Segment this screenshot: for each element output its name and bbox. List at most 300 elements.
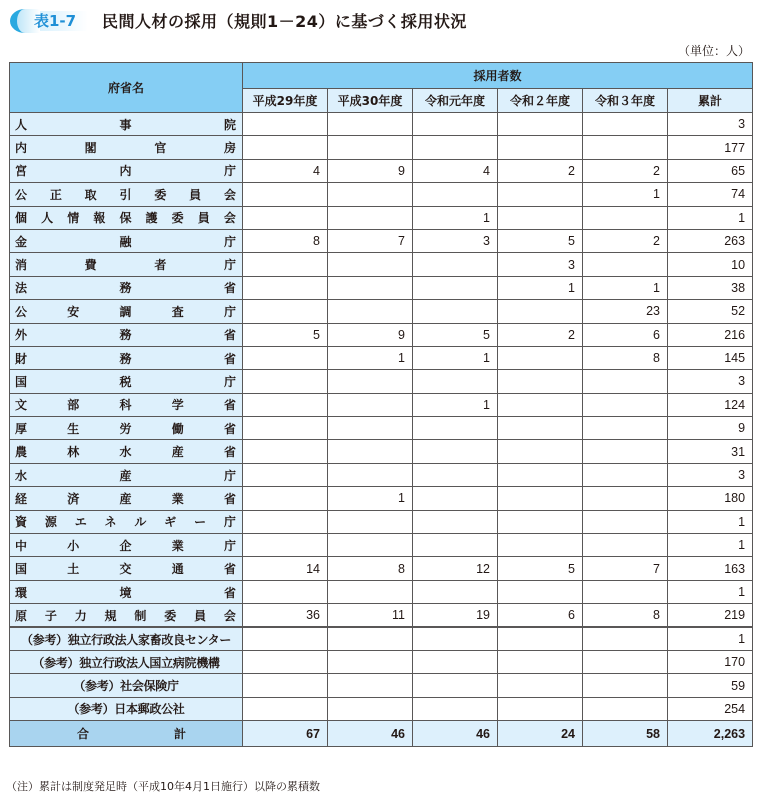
name-char: 務 xyxy=(119,328,132,343)
ministry-name xyxy=(15,607,236,624)
table-row xyxy=(10,557,753,580)
table-row xyxy=(10,393,753,416)
ministry-name xyxy=(15,537,236,554)
value-cell: 9 xyxy=(328,323,413,346)
ministry-name-cell xyxy=(10,487,243,510)
name-char: 農 xyxy=(15,445,28,460)
value-cell: 8 xyxy=(583,604,668,627)
name-char: 委 xyxy=(171,211,184,226)
value-cell xyxy=(328,674,413,697)
value-cell xyxy=(498,463,583,486)
column-header: 令和元年度 xyxy=(413,89,498,113)
name-char: 庁 xyxy=(223,468,236,483)
value-cell xyxy=(243,393,328,416)
ministry-name xyxy=(15,139,236,156)
table-row xyxy=(10,417,753,440)
column-header: 令和２年度 xyxy=(498,89,583,113)
ministry-name xyxy=(15,420,236,437)
table-row xyxy=(10,534,753,557)
value-cell xyxy=(243,440,328,463)
value-cell: 46 xyxy=(413,721,498,747)
ministry-name xyxy=(15,186,236,203)
name-char: 省 xyxy=(223,562,236,577)
name-char: 委 xyxy=(154,187,167,202)
cumulative-cell: 2,263 xyxy=(668,721,753,747)
cumulative-cell: 65 xyxy=(668,159,753,182)
value-cell xyxy=(583,674,668,697)
value-cell xyxy=(243,206,328,229)
value-cell xyxy=(413,510,498,533)
name-char: 法 xyxy=(15,281,28,296)
name-char: 国 xyxy=(15,562,28,577)
table-row xyxy=(10,323,753,346)
table-row xyxy=(10,346,753,369)
name-char: 護 xyxy=(145,211,158,226)
value-cell xyxy=(498,580,583,603)
value-cell xyxy=(498,440,583,463)
value-cell xyxy=(498,534,583,557)
ministry-name-cell xyxy=(10,206,243,229)
ministry-name xyxy=(15,513,236,530)
value-cell xyxy=(243,650,328,673)
ministry-name-cell xyxy=(10,113,243,136)
value-cell: 6 xyxy=(583,323,668,346)
cumulative-cell: 263 xyxy=(668,229,753,252)
name-char: 業 xyxy=(171,491,184,506)
name-char: 科 xyxy=(119,398,132,413)
ministry-name-cell xyxy=(10,159,243,182)
name-char: 国 xyxy=(15,374,28,389)
value-cell: 7 xyxy=(583,557,668,580)
ministry-name-cell xyxy=(10,300,243,323)
value-cell xyxy=(243,183,328,206)
name-char: 省 xyxy=(223,421,236,436)
name-char: 個 xyxy=(15,211,28,226)
table-row xyxy=(10,113,753,136)
table-row xyxy=(10,440,753,463)
value-cell xyxy=(243,487,328,510)
name-char: 事 xyxy=(119,117,132,132)
name-char: 庁 xyxy=(223,374,236,389)
cumulative-cell: 177 xyxy=(668,136,753,159)
name-char: 厚 xyxy=(15,421,28,436)
value-cell: 1 xyxy=(328,346,413,369)
reference-row xyxy=(10,674,753,697)
ministry-name xyxy=(15,303,236,320)
value-cell: 1 xyxy=(413,393,498,416)
value-cell xyxy=(243,697,328,720)
name-char: 業 xyxy=(171,538,184,553)
ministry-name xyxy=(15,350,236,367)
ministry-name-cell xyxy=(10,370,243,393)
name-char: 産 xyxy=(119,491,132,506)
name-char: 査 xyxy=(171,304,184,319)
value-cell: 1 xyxy=(328,487,413,510)
value-cell: 67 xyxy=(243,721,328,747)
name-char: 労 xyxy=(119,421,132,436)
value-cell xyxy=(583,650,668,673)
ministry-name-cell xyxy=(10,183,243,206)
value-cell: 7 xyxy=(328,229,413,252)
cumulative-cell: 3 xyxy=(668,113,753,136)
name-char: 合 xyxy=(77,727,90,742)
value-cell xyxy=(328,276,413,299)
value-cell xyxy=(243,113,328,136)
value-cell xyxy=(413,650,498,673)
value-cell xyxy=(413,627,498,650)
table-row xyxy=(10,206,753,229)
value-cell xyxy=(413,580,498,603)
value-cell xyxy=(583,393,668,416)
name-char: 水 xyxy=(15,468,28,483)
table-row xyxy=(10,300,753,323)
name-char: 会 xyxy=(223,187,236,202)
value-cell: 5 xyxy=(243,323,328,346)
value-cell xyxy=(243,463,328,486)
table-row xyxy=(10,253,753,276)
cumulative-cell: 3 xyxy=(668,463,753,486)
table-row xyxy=(10,276,753,299)
column-header: 平成29年度 xyxy=(243,89,328,113)
value-cell xyxy=(413,300,498,323)
value-cell xyxy=(413,276,498,299)
value-cell xyxy=(328,113,413,136)
ministry-name-cell xyxy=(10,604,243,627)
cumulative-cell: 163 xyxy=(668,557,753,580)
table-row xyxy=(10,370,753,393)
cumulative-cell: 170 xyxy=(668,650,753,673)
table-row xyxy=(10,580,753,603)
name-char: 部 xyxy=(67,398,80,413)
cumulative-cell: 216 xyxy=(668,323,753,346)
value-cell xyxy=(243,346,328,369)
value-cell: 4 xyxy=(243,159,328,182)
value-cell xyxy=(498,136,583,159)
name-char: 省 xyxy=(223,491,236,506)
cumulative-cell: 219 xyxy=(668,604,753,627)
name-char: 員 xyxy=(194,608,207,623)
name-char: 省 xyxy=(223,445,236,460)
table-row xyxy=(10,510,753,533)
name-char: 資 xyxy=(15,515,28,530)
footnote: （注）累計は制度発足時（平成10年4月1日施行）以降の累積数 xyxy=(6,780,320,793)
column-header: 累計 xyxy=(668,89,753,113)
value-cell xyxy=(498,300,583,323)
value-cell xyxy=(583,136,668,159)
name-char: 費 xyxy=(84,258,97,273)
value-cell: 2 xyxy=(498,323,583,346)
table-row xyxy=(10,229,753,252)
name-char: ル xyxy=(134,515,147,530)
value-cell xyxy=(498,346,583,369)
value-cell: 1 xyxy=(583,183,668,206)
value-cell xyxy=(328,206,413,229)
ministry-name-cell xyxy=(10,580,243,603)
value-cell xyxy=(328,580,413,603)
value-cell xyxy=(583,580,668,603)
name-char: 規 xyxy=(104,608,117,623)
ministry-name xyxy=(15,373,236,390)
value-cell xyxy=(413,136,498,159)
value-cell xyxy=(243,627,328,650)
value-cell xyxy=(498,113,583,136)
name-char: 生 xyxy=(67,421,80,436)
value-cell xyxy=(243,417,328,440)
ministry-name-cell xyxy=(10,229,243,252)
value-cell xyxy=(243,300,328,323)
reference-row xyxy=(10,697,753,720)
ministry-name xyxy=(15,560,236,577)
table-row xyxy=(10,604,753,627)
column-header: 平成30年度 xyxy=(328,89,413,113)
name-char: 房 xyxy=(223,141,236,156)
value-cell xyxy=(243,253,328,276)
reference-row xyxy=(10,650,753,673)
value-cell xyxy=(413,440,498,463)
name-char: 務 xyxy=(119,351,132,366)
cumulative-cell: 59 xyxy=(668,674,753,697)
name-char: 土 xyxy=(67,562,80,577)
name-char: 産 xyxy=(119,468,132,483)
name-char: 産 xyxy=(171,445,184,460)
table-row xyxy=(10,183,753,206)
cumulative-cell: 38 xyxy=(668,276,753,299)
name-char: 企 xyxy=(119,538,132,553)
ministry-name-cell: （参考）独立行政法人家畜改良センター xyxy=(10,627,243,650)
value-cell xyxy=(328,393,413,416)
value-cell: 46 xyxy=(328,721,413,747)
name-char: 庁 xyxy=(223,515,236,530)
value-cell: 24 xyxy=(498,721,583,747)
table-row xyxy=(10,487,753,510)
value-cell xyxy=(328,136,413,159)
value-cell xyxy=(583,697,668,720)
name-char: 制 xyxy=(134,608,147,623)
value-cell: 1 xyxy=(413,346,498,369)
name-char: 省 xyxy=(223,328,236,343)
value-cell xyxy=(328,510,413,533)
ministry-name-cell xyxy=(10,323,243,346)
table-body xyxy=(10,113,753,747)
name-char: 宮 xyxy=(15,164,28,179)
column-header: 令和３年度 xyxy=(583,89,668,113)
name-char: 融 xyxy=(119,234,132,249)
value-cell xyxy=(328,650,413,673)
ministry-name xyxy=(15,233,236,250)
value-cell xyxy=(498,674,583,697)
title-bar xyxy=(6,6,746,34)
name-char: 情 xyxy=(67,211,80,226)
name-char: 小 xyxy=(67,538,80,553)
name-char: 庁 xyxy=(223,304,236,319)
name-char: 子 xyxy=(44,608,57,623)
name-char: 者 xyxy=(154,258,167,273)
cumulative-cell: 1 xyxy=(668,534,753,557)
name-char: 林 xyxy=(67,445,80,460)
ministry-name-cell xyxy=(10,721,243,747)
value-cell: 12 xyxy=(413,557,498,580)
value-cell: 8 xyxy=(328,557,413,580)
value-cell xyxy=(583,206,668,229)
ministry-name-cell xyxy=(10,463,243,486)
name-char: 境 xyxy=(119,585,132,600)
value-cell: 14 xyxy=(243,557,328,580)
cumulative-cell: 52 xyxy=(668,300,753,323)
ministry-name-cell xyxy=(10,557,243,580)
name-char: 報 xyxy=(93,211,106,226)
ministry-name xyxy=(15,326,236,343)
name-char: 官 xyxy=(154,141,167,156)
table-title: 民間人材の採用（規則1－24）に基づく採用状況 xyxy=(102,11,467,31)
value-cell: 6 xyxy=(498,604,583,627)
ministry-name-header: 府省名 xyxy=(10,63,243,113)
cumulative-cell: 3 xyxy=(668,370,753,393)
name-char: 人 xyxy=(15,117,28,132)
ministry-name-cell xyxy=(10,276,243,299)
name-char: 省 xyxy=(223,281,236,296)
value-cell: 3 xyxy=(413,229,498,252)
name-char: 会 xyxy=(223,608,236,623)
name-char: 原 xyxy=(15,608,28,623)
value-cell xyxy=(413,253,498,276)
name-char: 消 xyxy=(15,258,28,273)
cumulative-cell: 10 xyxy=(668,253,753,276)
value-cell xyxy=(243,136,328,159)
name-char: 通 xyxy=(171,562,184,577)
value-cell xyxy=(328,463,413,486)
ministry-name xyxy=(15,725,236,742)
name-char: 会 xyxy=(223,211,236,226)
value-cell xyxy=(413,183,498,206)
table-row xyxy=(10,136,753,159)
ministry-name xyxy=(15,256,236,273)
ministry-name-cell: （参考）独立行政法人国立病院機構 xyxy=(10,650,243,673)
name-char: 取 xyxy=(84,187,97,202)
ministry-name xyxy=(15,162,236,179)
cumulative-cell: 31 xyxy=(668,440,753,463)
value-cell xyxy=(583,113,668,136)
value-cell xyxy=(328,627,413,650)
value-cell: 2 xyxy=(498,159,583,182)
value-cell: 1 xyxy=(413,206,498,229)
cumulative-cell: 254 xyxy=(668,697,753,720)
cumulative-cell: 124 xyxy=(668,393,753,416)
value-cell: 2 xyxy=(583,159,668,182)
cumulative-cell: 1 xyxy=(668,206,753,229)
name-char: 財 xyxy=(15,351,28,366)
value-cell xyxy=(583,487,668,510)
value-cell xyxy=(328,253,413,276)
ministry-name xyxy=(15,443,236,460)
value-cell: 36 xyxy=(243,604,328,627)
badge-label: 表1-7 xyxy=(34,11,77,30)
value-cell xyxy=(498,206,583,229)
value-cell xyxy=(413,534,498,557)
value-cell xyxy=(243,370,328,393)
value-cell xyxy=(243,674,328,697)
ministry-name-cell xyxy=(10,534,243,557)
name-char: 計 xyxy=(173,727,186,742)
value-cell: 23 xyxy=(583,300,668,323)
ministry-name xyxy=(15,467,236,484)
name-char: 庁 xyxy=(223,258,236,273)
value-cell xyxy=(583,440,668,463)
name-char: 庁 xyxy=(223,234,236,249)
cumulative-cell: 1 xyxy=(668,627,753,650)
name-char: 税 xyxy=(119,374,132,389)
value-cell xyxy=(583,370,668,393)
value-cell xyxy=(413,697,498,720)
value-cell xyxy=(243,580,328,603)
value-cell xyxy=(498,697,583,720)
value-cell xyxy=(498,650,583,673)
ministry-name-cell xyxy=(10,136,243,159)
name-char: 文 xyxy=(15,398,28,413)
value-cell: 58 xyxy=(583,721,668,747)
cumulative-cell: 180 xyxy=(668,487,753,510)
value-cell: 5 xyxy=(498,229,583,252)
name-char: 水 xyxy=(119,445,132,460)
name-char: 員 xyxy=(197,211,210,226)
table-number-badge xyxy=(6,7,88,33)
value-cell xyxy=(328,300,413,323)
name-char: 庁 xyxy=(223,538,236,553)
value-cell xyxy=(498,417,583,440)
ministry-name-cell xyxy=(10,346,243,369)
value-cell: 1 xyxy=(583,276,668,299)
value-cell xyxy=(328,697,413,720)
value-cell xyxy=(413,370,498,393)
name-char: 公 xyxy=(15,304,28,319)
name-char: ネ xyxy=(104,515,117,530)
reference-row xyxy=(10,627,753,650)
cumulative-cell: 1 xyxy=(668,580,753,603)
ministry-name-cell xyxy=(10,253,243,276)
name-char: 力 xyxy=(74,608,87,623)
value-cell: 11 xyxy=(328,604,413,627)
value-cell xyxy=(583,510,668,533)
name-char: 環 xyxy=(15,585,28,600)
ministry-name-cell xyxy=(10,393,243,416)
ministry-name xyxy=(15,584,236,601)
value-cell xyxy=(243,534,328,557)
value-cell: 19 xyxy=(413,604,498,627)
name-char: 済 xyxy=(67,491,80,506)
value-cell xyxy=(583,534,668,557)
value-cell xyxy=(413,113,498,136)
value-cell: 1 xyxy=(498,276,583,299)
table-row xyxy=(10,463,753,486)
name-char: 内 xyxy=(119,164,132,179)
value-cell xyxy=(328,183,413,206)
name-char: 外 xyxy=(15,328,28,343)
ministry-name xyxy=(15,116,236,133)
value-cell: 2 xyxy=(583,229,668,252)
name-char: 院 xyxy=(223,117,236,132)
name-char: 経 xyxy=(15,491,28,506)
name-char: 学 xyxy=(171,398,184,413)
name-char: 省 xyxy=(223,585,236,600)
value-cell xyxy=(328,417,413,440)
name-char: 省 xyxy=(223,398,236,413)
name-char: 員 xyxy=(189,187,202,202)
name-char: 省 xyxy=(223,351,236,366)
name-char: 委 xyxy=(164,608,177,623)
name-char: 公 xyxy=(15,187,28,202)
name-char: 中 xyxy=(15,538,28,553)
name-char: 務 xyxy=(119,281,132,296)
name-char: 調 xyxy=(119,304,132,319)
